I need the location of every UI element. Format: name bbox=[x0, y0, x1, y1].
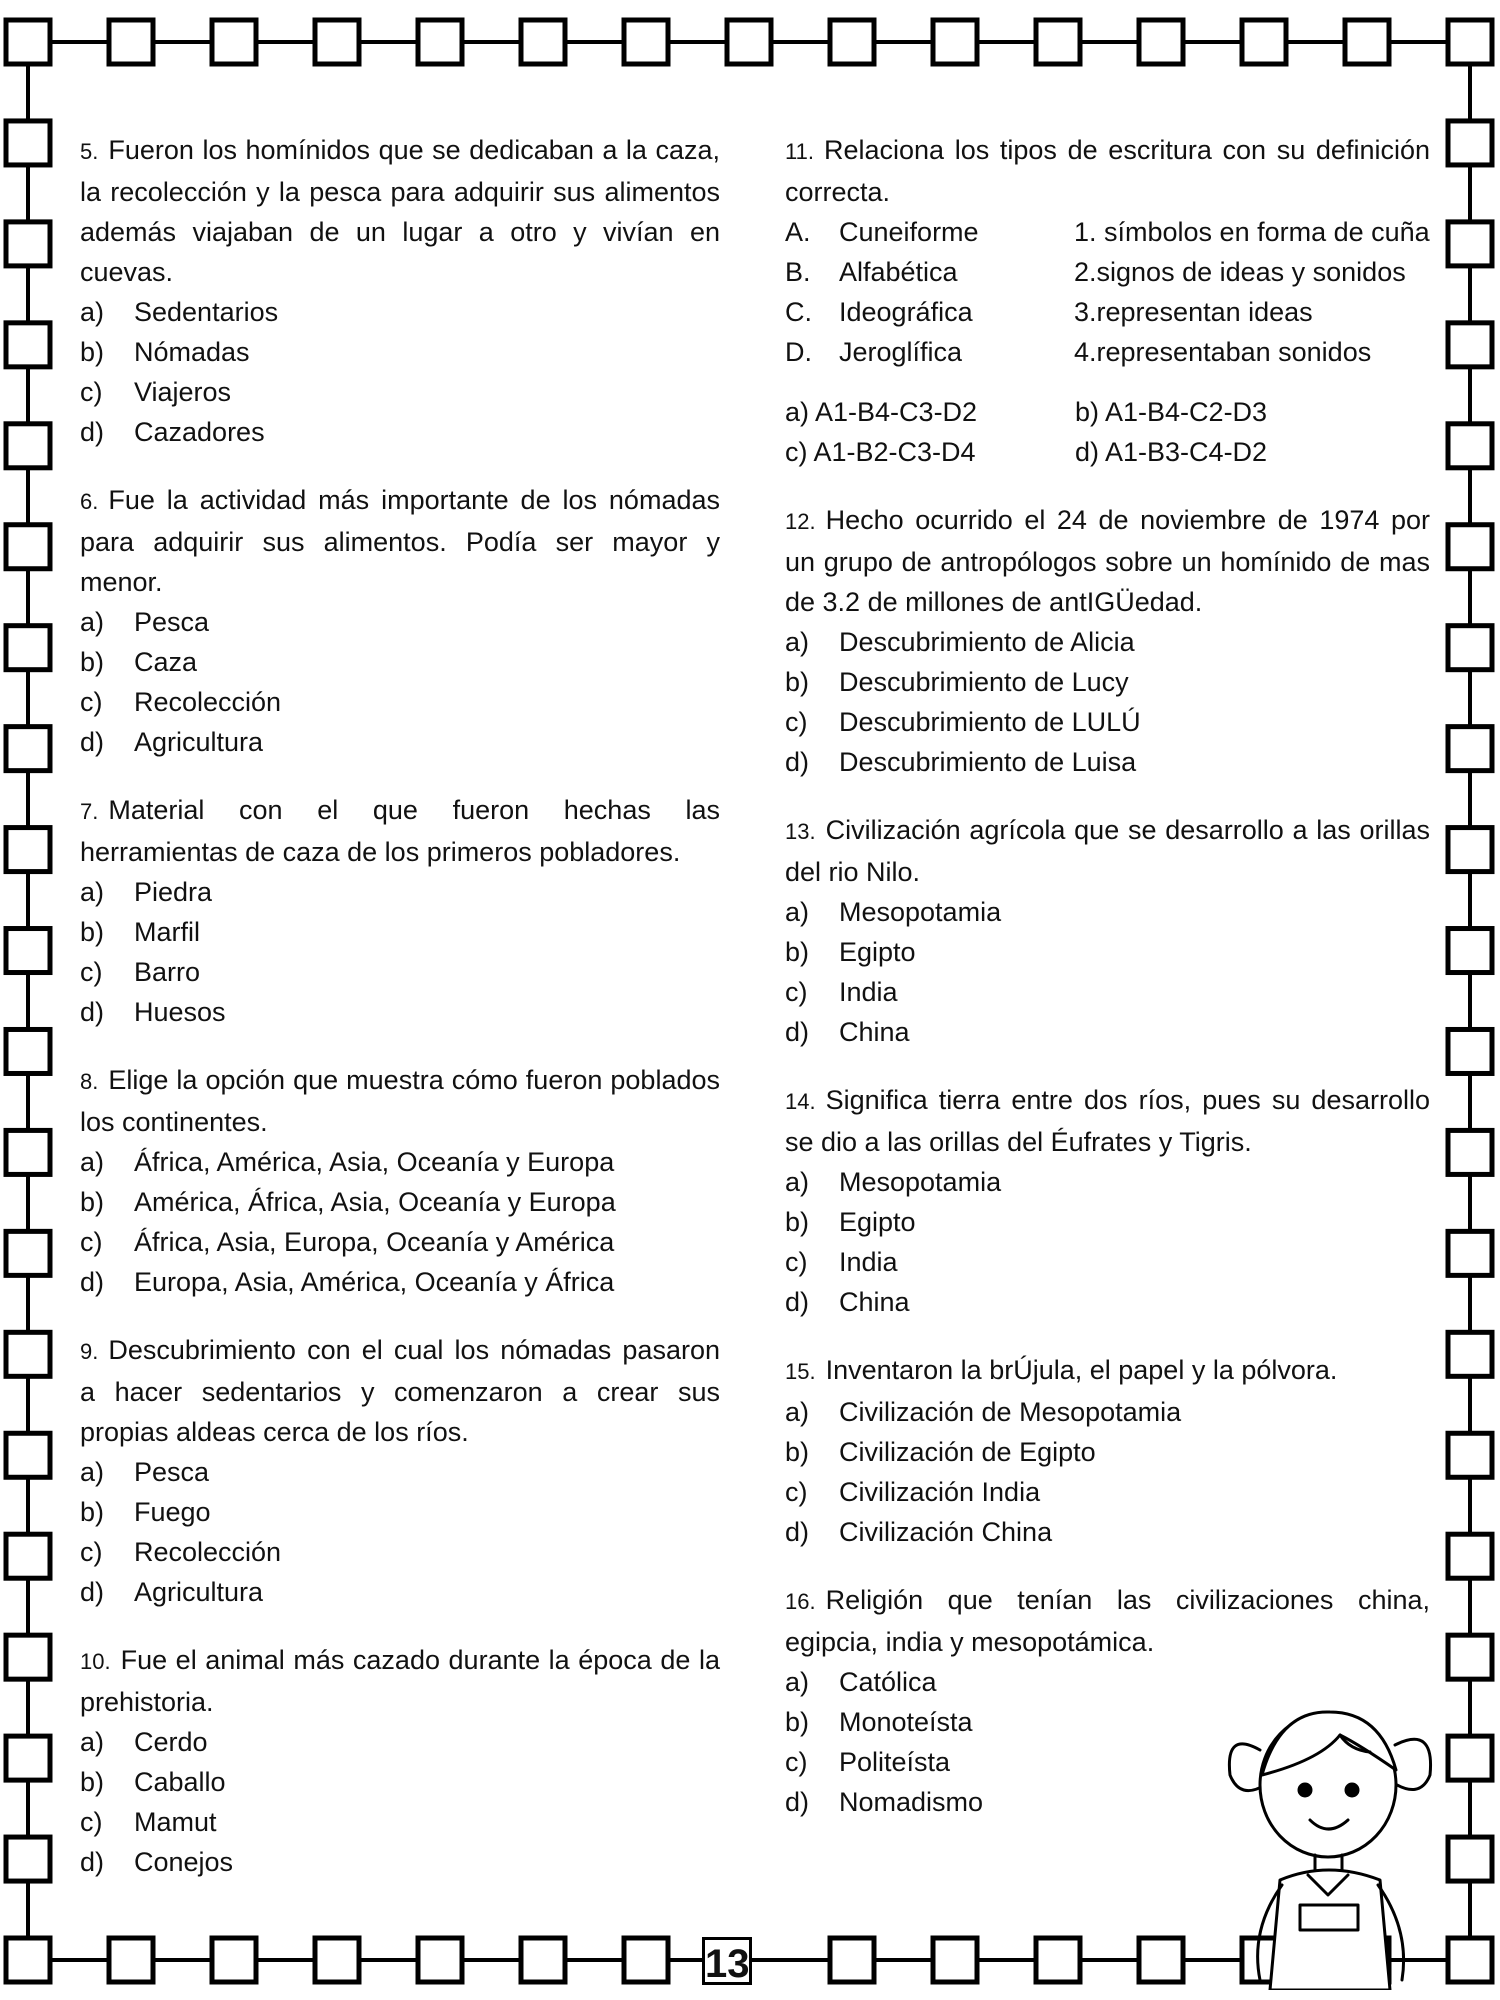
option-text: Civilización China bbox=[839, 1517, 1053, 1547]
matching-row bbox=[785, 292, 1430, 332]
option-letter: c) bbox=[785, 1247, 808, 1277]
question-number: 9. bbox=[80, 1339, 99, 1364]
chain-square bbox=[1448, 1635, 1492, 1679]
option-letter: b) bbox=[785, 667, 810, 697]
answer-option[interactable] bbox=[80, 602, 720, 642]
writing-type: Ideográfica bbox=[839, 297, 973, 327]
question-statement: Elige la opción que muestra cómo fueron poblados los continentes. bbox=[80, 1065, 720, 1137]
option-letter: c) bbox=[785, 977, 808, 1007]
question-statement: Fue la actividad más importante de los nómadas para adquirir sus alimentos. Podía ser mayor y menor. bbox=[80, 485, 720, 597]
option-text: Recolección bbox=[134, 687, 282, 717]
option-text: Monoteísta bbox=[839, 1707, 973, 1737]
option-letter: a) bbox=[80, 607, 105, 637]
question-text bbox=[80, 480, 720, 602]
answer-option[interactable] bbox=[80, 1722, 720, 1762]
chain-square bbox=[1448, 1534, 1492, 1578]
option-text: Caballo bbox=[134, 1767, 226, 1797]
option-letter: d) bbox=[80, 1577, 105, 1607]
question-number: 7. bbox=[80, 799, 99, 824]
question-number: 15. bbox=[785, 1359, 816, 1384]
chain-square bbox=[6, 121, 50, 165]
question-12 bbox=[785, 500, 1430, 782]
option-letter: b) bbox=[785, 1707, 810, 1737]
answer-option[interactable]: a) A1-B4-C3-D2 bbox=[785, 397, 978, 427]
option-text: Marfil bbox=[134, 917, 200, 947]
chain-square bbox=[1036, 1938, 1080, 1982]
row-letter: C. bbox=[785, 297, 812, 327]
chain-square bbox=[6, 1231, 50, 1275]
option-letter: b) bbox=[80, 647, 105, 677]
answer-option[interactable] bbox=[80, 992, 720, 1032]
option-letter: a) bbox=[785, 627, 810, 657]
chain-square bbox=[109, 1938, 153, 1982]
answer-option[interactable] bbox=[80, 1222, 720, 1262]
chain-square bbox=[1448, 1332, 1492, 1376]
answer-pair-row bbox=[785, 432, 1430, 472]
question-text bbox=[785, 810, 1430, 892]
chain-square bbox=[6, 1332, 50, 1376]
question-number: 5. bbox=[80, 139, 99, 164]
question-7 bbox=[80, 790, 720, 1032]
question-statement: Inventaron la brÚjula, el papel y la pólvora. bbox=[825, 1355, 1338, 1385]
chain-square bbox=[1448, 929, 1492, 973]
question-statement: Material con el que fueron hechas las herramientas de caza de los primeros pobladores. bbox=[80, 795, 720, 867]
chain-square bbox=[212, 20, 256, 64]
option-text: Cerdo bbox=[134, 1727, 208, 1757]
option-text: Huesos bbox=[134, 997, 226, 1027]
chain-square bbox=[6, 1534, 50, 1578]
chain-square bbox=[6, 929, 50, 973]
question-text bbox=[80, 1640, 720, 1722]
option-letter: d) bbox=[785, 1017, 810, 1047]
option-text: Agricultura bbox=[134, 1577, 264, 1607]
option-letter: d) bbox=[785, 747, 810, 777]
chain-square bbox=[6, 1736, 50, 1780]
chain-square bbox=[1448, 1130, 1492, 1174]
answer-option[interactable]: c) A1-B2-C3-D4 bbox=[785, 437, 976, 467]
question-number: 13. bbox=[785, 819, 816, 844]
writing-definition: 1. símbolos en forma de cuña bbox=[1074, 217, 1430, 247]
option-letter: b) bbox=[80, 1187, 105, 1217]
option-letter: a) bbox=[80, 1457, 105, 1487]
chain-square bbox=[1139, 1938, 1183, 1982]
answer-option[interactable] bbox=[80, 1262, 720, 1302]
question-statement: Civilización agrícola que se desarrollo a las orillas del rio Nilo. bbox=[785, 815, 1430, 887]
option-text: África, Asia, Europa, Oceanía y América bbox=[134, 1227, 615, 1257]
option-letter: b) bbox=[80, 1497, 105, 1527]
chain-square bbox=[6, 1635, 50, 1679]
question-number: 16. bbox=[785, 1589, 816, 1614]
option-text: India bbox=[839, 977, 898, 1007]
answer-option[interactable] bbox=[785, 1432, 1430, 1472]
option-text: África, América, Asia, Oceanía y Europa bbox=[134, 1147, 615, 1177]
option-letter: b) bbox=[785, 937, 810, 967]
writing-definition: 4.representaban sonidos bbox=[1074, 337, 1372, 367]
chain-square bbox=[212, 1938, 256, 1982]
option-letter: a) bbox=[785, 1397, 810, 1427]
option-letter: a) bbox=[785, 1667, 810, 1697]
question-10 bbox=[80, 1640, 720, 1882]
question-text bbox=[785, 130, 1430, 212]
option-text: Sedentarios bbox=[134, 297, 279, 327]
matching-table bbox=[785, 212, 1430, 372]
option-text: Civilización de Egipto bbox=[839, 1437, 1096, 1467]
option-text: Nomadismo bbox=[839, 1787, 984, 1817]
option-letter: b) bbox=[785, 1207, 810, 1237]
option-letter: a) bbox=[785, 1167, 810, 1197]
option-letter: d) bbox=[80, 417, 105, 447]
option-text: Mamut bbox=[134, 1807, 217, 1837]
answer-option[interactable] bbox=[80, 372, 720, 412]
chain-square bbox=[6, 222, 50, 266]
option-text: Nómadas bbox=[134, 337, 250, 367]
option-text: América, África, Asia, Oceanía y Europa bbox=[134, 1187, 616, 1217]
option-text: Europa, Asia, América, Oceanía y África bbox=[134, 1267, 615, 1297]
option-text: Descubrimiento de LULÚ bbox=[839, 707, 1141, 737]
answer-option[interactable] bbox=[80, 292, 720, 332]
chain-square bbox=[6, 424, 50, 468]
option-letter: c) bbox=[80, 687, 103, 717]
question-number: 12. bbox=[785, 509, 816, 534]
chain-square bbox=[418, 20, 462, 64]
option-text: Egipto bbox=[839, 937, 916, 967]
chain-square bbox=[1242, 20, 1286, 64]
answer-options bbox=[785, 392, 1430, 472]
chain-square bbox=[1448, 1837, 1492, 1881]
option-text: Recolección bbox=[134, 1537, 282, 1567]
chain-square bbox=[1448, 626, 1492, 670]
option-text: China bbox=[839, 1017, 910, 1047]
option-text: Piedra bbox=[134, 877, 213, 907]
chain-square bbox=[6, 1837, 50, 1881]
option-letter: d) bbox=[80, 1847, 105, 1877]
answer-option[interactable] bbox=[80, 1572, 720, 1612]
chain-square bbox=[933, 20, 977, 64]
chain-square bbox=[830, 1938, 874, 1982]
answer-option[interactable]: d) A1-B3-C4-D2 bbox=[1075, 437, 1268, 467]
answer-option[interactable] bbox=[785, 1472, 1430, 1512]
writing-definition: 3.representan ideas bbox=[1074, 297, 1313, 327]
question-text bbox=[80, 1330, 720, 1452]
option-letter: c) bbox=[785, 1747, 808, 1777]
option-text: Conejos bbox=[134, 1847, 234, 1877]
chain-square bbox=[6, 1130, 50, 1174]
answer-option[interactable] bbox=[785, 742, 1430, 782]
option-text: Barro bbox=[134, 957, 201, 987]
option-text: Fuego bbox=[134, 1497, 211, 1527]
answer-option[interactable] bbox=[80, 1532, 720, 1572]
row-letter: B. bbox=[785, 257, 811, 287]
chain-square bbox=[521, 1938, 565, 1982]
chain-square bbox=[1448, 1433, 1492, 1477]
option-text: Pesca bbox=[134, 607, 210, 637]
option-letter: a) bbox=[80, 1727, 105, 1757]
chain-square bbox=[1448, 1938, 1492, 1982]
option-text: Egipto bbox=[839, 1207, 916, 1237]
option-letter: d) bbox=[785, 1287, 810, 1317]
answer-option[interactable] bbox=[785, 622, 1430, 662]
chain-square bbox=[1448, 1736, 1492, 1780]
option-letter: d) bbox=[80, 727, 105, 757]
question-number: 11. bbox=[785, 139, 814, 164]
question-text bbox=[785, 1350, 1430, 1392]
option-letter: d) bbox=[80, 997, 105, 1027]
question-5 bbox=[80, 130, 720, 452]
option-letter: a) bbox=[80, 877, 105, 907]
option-text: Descubrimiento de Luisa bbox=[839, 747, 1137, 777]
writing-type: Cuneiforme bbox=[839, 217, 979, 247]
answer-option[interactable] bbox=[80, 412, 720, 452]
chain-square bbox=[1139, 20, 1183, 64]
chain-square bbox=[6, 1029, 50, 1073]
chain-square bbox=[933, 1938, 977, 1982]
question-6 bbox=[80, 480, 720, 762]
answer-pair-row bbox=[785, 392, 1430, 432]
question-text bbox=[785, 500, 1430, 622]
chain-square bbox=[315, 1938, 359, 1982]
answer-option[interactable] bbox=[80, 1762, 720, 1802]
answer-option[interactable] bbox=[80, 1802, 720, 1842]
answer-option[interactable] bbox=[785, 662, 1430, 702]
option-letter: b) bbox=[785, 1437, 810, 1467]
option-letter: c) bbox=[80, 1537, 103, 1567]
chain-square bbox=[1448, 1231, 1492, 1275]
option-letter: d) bbox=[785, 1517, 810, 1547]
option-text: China bbox=[839, 1287, 910, 1317]
option-text: India bbox=[839, 1247, 898, 1277]
chain-square bbox=[6, 323, 50, 367]
chain-square bbox=[6, 1938, 50, 1982]
question-number: 14. bbox=[785, 1089, 816, 1114]
question-13 bbox=[785, 810, 1430, 1052]
chain-square bbox=[727, 20, 771, 64]
chain-square bbox=[6, 626, 50, 670]
answer-option[interactable] bbox=[80, 952, 720, 992]
right-questions bbox=[785, 500, 1430, 1822]
option-letter: a) bbox=[80, 297, 105, 327]
chain-square bbox=[624, 1938, 668, 1982]
option-letter: c) bbox=[80, 957, 103, 987]
question-text bbox=[80, 130, 720, 292]
chain-square bbox=[1448, 727, 1492, 771]
option-letter: c) bbox=[785, 1477, 808, 1507]
chain-square bbox=[1448, 1029, 1492, 1073]
chain-square bbox=[1448, 323, 1492, 367]
answer-option[interactable]: b) A1-B4-C2-D3 bbox=[1075, 397, 1268, 427]
answer-option[interactable] bbox=[80, 722, 720, 762]
option-letter: d) bbox=[80, 1267, 105, 1297]
chain-square bbox=[830, 20, 874, 64]
option-text: Mesopotamia bbox=[839, 897, 1002, 927]
answer-option[interactable] bbox=[785, 1202, 1430, 1242]
chain-square bbox=[109, 20, 153, 64]
answer-option[interactable] bbox=[785, 1242, 1430, 1282]
question-statement: Fueron los homínidos que se dedicaban a la caza, la recolección y la pesca para adquirir sus alimentos además viajaban de un lugar a otro y vivían en cuevas. bbox=[80, 135, 720, 287]
answer-option[interactable] bbox=[80, 332, 720, 372]
question-statement: Hecho ocurrido el 24 de noviembre de 1974 por un grupo de antropólogos sobre un homínido de mas de 3.2 de millones de antIGÜedad. bbox=[785, 505, 1430, 617]
option-letter: c) bbox=[80, 1227, 103, 1257]
option-letter: d) bbox=[785, 1787, 810, 1817]
question-statement: Relaciona los tipos de escritura con su definición correcta. bbox=[785, 135, 1430, 207]
option-letter: a) bbox=[80, 1147, 105, 1177]
row-letter: D. bbox=[785, 337, 812, 367]
chain-square bbox=[418, 1938, 462, 1982]
answer-option[interactable] bbox=[785, 932, 1430, 972]
option-text: Civilización India bbox=[839, 1477, 1041, 1507]
option-text: Católica bbox=[839, 1667, 937, 1697]
page-number: 13 bbox=[702, 1937, 752, 1985]
option-text: Caza bbox=[134, 647, 198, 677]
chain-square bbox=[1448, 222, 1492, 266]
left-column bbox=[80, 130, 720, 1910]
matching-row bbox=[785, 252, 1430, 292]
answer-option[interactable] bbox=[785, 1012, 1430, 1052]
writing-type: Jeroglífica bbox=[839, 337, 963, 367]
option-letter: b) bbox=[80, 917, 105, 947]
chain-square bbox=[6, 1433, 50, 1477]
answer-option[interactable] bbox=[80, 872, 720, 912]
question-statement: Descubrimiento con el cual los nómadas pasaron a hacer sedentarios y comenzaron a crear sus propias aldeas cerca de los ríos. bbox=[80, 1335, 720, 1447]
chain-square bbox=[624, 20, 668, 64]
question-statement: Significa tierra entre dos ríos, pues su desarrollo se dio a las orillas del Éufrates y Tigris. bbox=[785, 1085, 1430, 1157]
answer-option[interactable] bbox=[80, 1492, 720, 1532]
answer-option[interactable] bbox=[80, 682, 720, 722]
question-number: 6. bbox=[80, 489, 99, 514]
question-statement: Religión que tenían las civilizaciones china, egipcia, india y mesopotámica. bbox=[785, 1585, 1430, 1657]
option-text: Mesopotamia bbox=[839, 1167, 1002, 1197]
chain-square bbox=[6, 20, 50, 64]
question-statement: Fue el animal más cazado durante la época de la prehistoria. bbox=[80, 1645, 720, 1717]
option-text: Civilización de Mesopotamia bbox=[839, 1397, 1182, 1427]
chain-square bbox=[6, 828, 50, 872]
option-letter: b) bbox=[80, 1767, 105, 1797]
chain-square bbox=[6, 727, 50, 771]
matching-row bbox=[785, 332, 1430, 372]
answer-option[interactable] bbox=[80, 1452, 720, 1492]
option-text: Descubrimiento de Lucy bbox=[839, 667, 1129, 697]
question-8 bbox=[80, 1060, 720, 1302]
chain-square bbox=[1448, 20, 1492, 64]
option-letter: b) bbox=[80, 337, 105, 367]
answer-option[interactable] bbox=[785, 702, 1430, 742]
option-text: Descubrimiento de Alicia bbox=[839, 627, 1135, 657]
answer-option[interactable] bbox=[80, 1142, 720, 1182]
answer-option[interactable] bbox=[80, 1182, 720, 1222]
answer-option[interactable] bbox=[785, 1512, 1430, 1552]
option-text: Politeísta bbox=[839, 1747, 951, 1777]
chain-square bbox=[1036, 20, 1080, 64]
girl-illustration bbox=[1220, 1690, 1440, 1990]
writing-type: Alfabética bbox=[839, 257, 958, 287]
question-text bbox=[785, 1080, 1430, 1162]
chain-square bbox=[521, 20, 565, 64]
option-letter: c) bbox=[80, 1807, 103, 1837]
option-text: Viajeros bbox=[134, 377, 232, 407]
option-text: Pesca bbox=[134, 1457, 210, 1487]
question-text bbox=[80, 1060, 720, 1142]
chain-square bbox=[315, 20, 359, 64]
option-letter: a) bbox=[785, 897, 810, 927]
question-number: 10. bbox=[80, 1649, 111, 1674]
question-text bbox=[785, 1580, 1430, 1662]
matching-row bbox=[785, 212, 1430, 252]
chain-square bbox=[6, 525, 50, 569]
option-text: Agricultura bbox=[134, 727, 264, 757]
row-letter: A. bbox=[785, 217, 811, 247]
option-letter: c) bbox=[80, 377, 103, 407]
right-column bbox=[785, 130, 1430, 1850]
answer-option[interactable] bbox=[80, 1842, 720, 1882]
question-9 bbox=[80, 1330, 720, 1612]
answer-option[interactable] bbox=[785, 1392, 1430, 1432]
chain-square bbox=[1448, 828, 1492, 872]
question-14 bbox=[785, 1080, 1430, 1322]
chain-square bbox=[1448, 525, 1492, 569]
question-15 bbox=[785, 1350, 1430, 1552]
answer-option[interactable] bbox=[785, 972, 1430, 1012]
chain-square bbox=[1448, 121, 1492, 165]
answer-option[interactable] bbox=[80, 912, 720, 952]
writing-definition: 2.signos de ideas y sonidos bbox=[1074, 257, 1406, 287]
question-11 bbox=[785, 130, 1430, 472]
option-letter: c) bbox=[785, 707, 808, 737]
chain-square bbox=[1448, 424, 1492, 468]
answer-option[interactable] bbox=[785, 1282, 1430, 1322]
answer-option[interactable] bbox=[785, 1162, 1430, 1202]
option-text: Cazadores bbox=[134, 417, 265, 447]
question-number: 8. bbox=[80, 1069, 99, 1094]
answer-option[interactable] bbox=[80, 642, 720, 682]
chain-square bbox=[1345, 20, 1389, 64]
answer-option[interactable] bbox=[785, 892, 1430, 932]
question-text bbox=[80, 790, 720, 872]
